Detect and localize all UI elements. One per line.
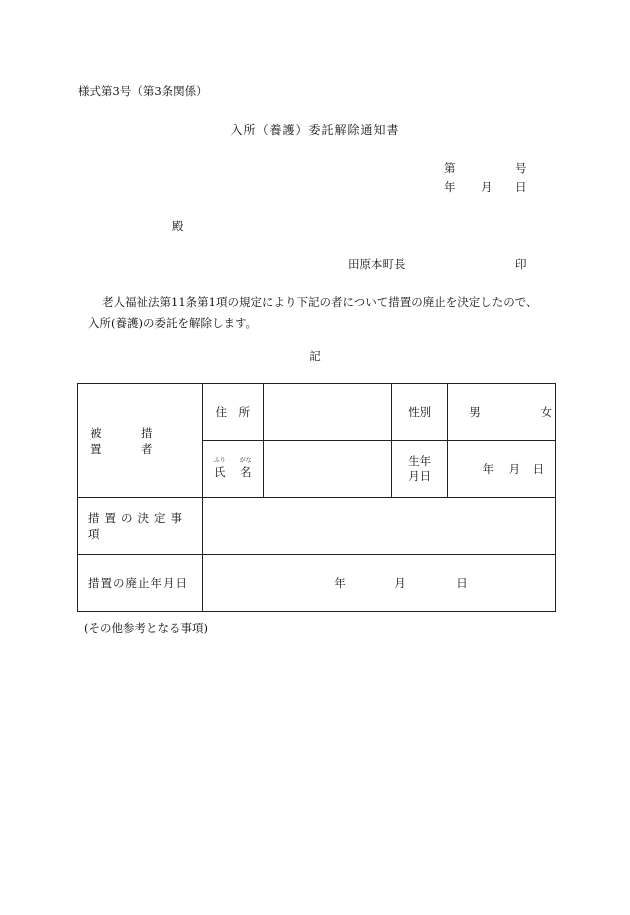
person-label: 被 措 置 者: [78, 384, 203, 498]
gender-options[interactable]: [448, 384, 556, 441]
name-label-char-2: 名: [239, 465, 252, 479]
reference-dai: 第: [444, 161, 456, 175]
name-label-group: [214, 458, 252, 480]
gender-male[interactable]: 男: [469, 405, 481, 419]
address-field[interactable]: [263, 384, 392, 441]
address-label: 住 所: [202, 384, 263, 441]
birth-label: [392, 441, 448, 498]
birth-month: 月: [508, 462, 521, 476]
name-label-char-1: 氏: [213, 465, 226, 479]
gender-label: 性別: [392, 384, 448, 441]
date-day: 日: [515, 180, 527, 194]
birth-label-line-1: 生年: [408, 454, 432, 468]
abolish-year: 年: [334, 576, 346, 590]
notice-body-line-1: 老人福祉法第11条第1項の規定により下記の者について措置の廃止を決定したので、: [102, 295, 538, 309]
abolish-day: 日: [456, 576, 468, 590]
date-month: 月: [481, 180, 493, 194]
date-year: 年: [444, 180, 456, 194]
document-title: 入所（養護）委託解除通知書: [230, 123, 400, 137]
abolish-label: 措置の廃止年月日: [78, 555, 203, 612]
birth-year: 年: [482, 462, 495, 476]
issuer-name: 田原本町長: [348, 257, 406, 271]
name-label-cell: [202, 441, 263, 498]
birth-label-line-2: 月日: [408, 469, 432, 483]
decision-label: 措置の決定事項: [78, 498, 203, 555]
birth-day: 日: [532, 462, 545, 476]
other-notes-label: (その他参考となる事項): [84, 621, 208, 635]
notice-body: [90, 292, 560, 334]
abolish-month: 月: [394, 576, 406, 590]
name-ruby-2: がな: [239, 457, 252, 464]
name-ruby-1: ふり: [213, 457, 226, 464]
ki-heading: 記: [309, 349, 321, 363]
details-table: [77, 383, 556, 612]
reference-go: 号: [515, 161, 527, 175]
notice-body-line-2: 入所(養護)の委託を解除します。: [88, 316, 258, 330]
seal-mark: 印: [515, 257, 527, 271]
abolish-date-field[interactable]: [202, 555, 555, 612]
birth-date-field[interactable]: [448, 441, 556, 498]
name-field[interactable]: [263, 441, 392, 498]
form-number: 様式第3号（第3条関係）: [78, 84, 208, 98]
addressee-honorific: 殿: [172, 219, 184, 233]
decision-field[interactable]: [202, 498, 555, 555]
gender-female[interactable]: 女: [540, 405, 553, 419]
